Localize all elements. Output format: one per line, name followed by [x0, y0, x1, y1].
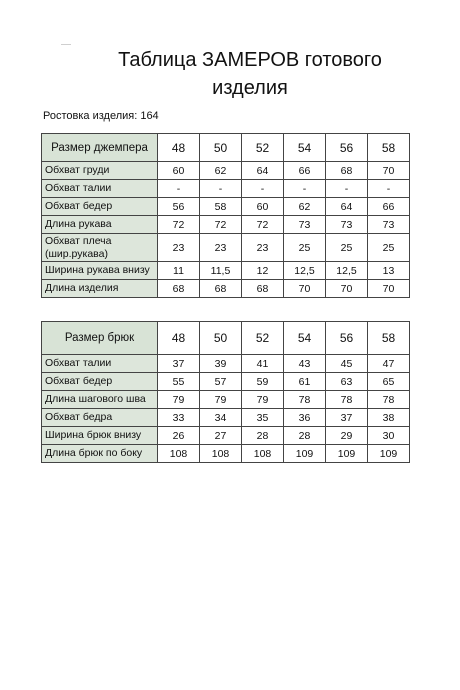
table-cell: 70 [326, 280, 368, 298]
table-row [42, 409, 410, 427]
pants-size-56: 56 [326, 322, 368, 355]
table-cell: 39 [200, 355, 242, 373]
pants-header-row [42, 322, 410, 355]
table-cell: 64 [242, 162, 284, 180]
pants-size-48: 48 [158, 322, 200, 355]
table-row [42, 162, 410, 180]
table-cell: - [368, 180, 410, 198]
table-cell: 12 [242, 262, 284, 280]
table-cell: 30 [368, 427, 410, 445]
row-label: Обхват бедер [42, 198, 158, 216]
table-cell: 73 [368, 216, 410, 234]
table-cell: 72 [242, 216, 284, 234]
table-cell: 73 [326, 216, 368, 234]
table-cell: 34 [200, 409, 242, 427]
table-cell: 68 [242, 280, 284, 298]
table-cell: 26 [158, 427, 200, 445]
table-cell: 79 [242, 391, 284, 409]
pants-size-54: 54 [284, 322, 326, 355]
table-cell: 37 [326, 409, 368, 427]
table-cell: 109 [326, 445, 368, 463]
row-label: Обхват талии [42, 355, 158, 373]
table-cell: 60 [158, 162, 200, 180]
page-title [60, 46, 440, 102]
height-note: Ростовка изделия: 164 [43, 110, 159, 122]
table-cell: - [242, 180, 284, 198]
page-title-line1: Таблица ЗАМЕРОВ готового [118, 49, 382, 71]
sweater-size-56: 56 [326, 134, 368, 162]
row-label: Ширина рукава внизу [42, 262, 158, 280]
table-cell: 13 [368, 262, 410, 280]
table-cell: 55 [158, 373, 200, 391]
table-cell: 70 [368, 162, 410, 180]
pants-size-50: 50 [200, 322, 242, 355]
table-row [42, 427, 410, 445]
table-cell: 68 [326, 162, 368, 180]
table-cell: 79 [158, 391, 200, 409]
table-cell: 33 [158, 409, 200, 427]
table-cell: 78 [326, 391, 368, 409]
table-row [42, 355, 410, 373]
table-cell: 70 [284, 280, 326, 298]
table-cell: 73 [284, 216, 326, 234]
table-cell: 109 [368, 445, 410, 463]
table-row [42, 391, 410, 409]
table-cell: 72 [158, 216, 200, 234]
row-label: Длина брюк по боку [42, 445, 158, 463]
table-cell: - [326, 180, 368, 198]
table-cell: 60 [242, 198, 284, 216]
table-cell: 72 [200, 216, 242, 234]
table-row [42, 280, 410, 298]
table-cell: 78 [284, 391, 326, 409]
table-cell: 68 [200, 280, 242, 298]
table-cell: 78 [368, 391, 410, 409]
table-cell: - [284, 180, 326, 198]
table-cell: 66 [284, 162, 326, 180]
row-label: Ширина брюк внизу [42, 427, 158, 445]
table-cell: 12,5 [284, 262, 326, 280]
table-cell: 62 [284, 198, 326, 216]
table-cell: 47 [368, 355, 410, 373]
table-cell: - [158, 180, 200, 198]
sweater-size-58: 58 [368, 134, 410, 162]
table-cell: 66 [368, 198, 410, 216]
table-row [42, 234, 410, 262]
sweater-header-row [42, 134, 410, 162]
table-cell: 61 [284, 373, 326, 391]
sweater-head-label: Размер джемпера [42, 134, 158, 162]
table-row [42, 373, 410, 391]
page-title-line2: изделия [212, 77, 288, 99]
table-cell: 43 [284, 355, 326, 373]
table-cell: 23 [200, 234, 242, 262]
row-label: Обхват бедер [42, 373, 158, 391]
row-label: Длина шагового шва [42, 391, 158, 409]
table-cell: 64 [326, 198, 368, 216]
row-label: Обхват талии [42, 180, 158, 198]
table-cell: 109 [284, 445, 326, 463]
corner-mark [61, 44, 71, 45]
table-cell: 25 [284, 234, 326, 262]
row-label: Длина изделия [42, 280, 158, 298]
table-cell: 28 [284, 427, 326, 445]
table-cell: 38 [368, 409, 410, 427]
table-cell: 23 [242, 234, 284, 262]
pants-head-label: Размер брюк [42, 322, 158, 355]
table-cell: 27 [200, 427, 242, 445]
sweater-size-50: 50 [200, 134, 242, 162]
table-cell: 23 [158, 234, 200, 262]
pants-size-table [41, 321, 410, 463]
table-cell: 63 [326, 373, 368, 391]
table-cell: 108 [242, 445, 284, 463]
table-cell: 108 [200, 445, 242, 463]
table-cell: 25 [368, 234, 410, 262]
table-row [42, 180, 410, 198]
table-row [42, 216, 410, 234]
table-cell: 59 [242, 373, 284, 391]
table-row [42, 262, 410, 280]
table-cell: 35 [242, 409, 284, 427]
table-cell: 62 [200, 162, 242, 180]
table-cell: 25 [326, 234, 368, 262]
table-cell: 108 [158, 445, 200, 463]
table-cell: 79 [200, 391, 242, 409]
table-cell: 37 [158, 355, 200, 373]
table-cell: 58 [200, 198, 242, 216]
table-row [42, 198, 410, 216]
row-label: Обхват плеча (шир.рукава) [42, 234, 158, 262]
table-cell: 36 [284, 409, 326, 427]
table-cell: 65 [368, 373, 410, 391]
sweater-size-52: 52 [242, 134, 284, 162]
pants-size-58: 58 [368, 322, 410, 355]
row-label: Длина рукава [42, 216, 158, 234]
table-cell: 12,5 [326, 262, 368, 280]
sweater-size-table [41, 133, 410, 298]
row-label: Обхват бедра [42, 409, 158, 427]
table-cell: 45 [326, 355, 368, 373]
table-cell: 68 [158, 280, 200, 298]
table-cell: 28 [242, 427, 284, 445]
table-cell: 70 [368, 280, 410, 298]
table-row [42, 445, 410, 463]
table-cell: 57 [200, 373, 242, 391]
sweater-size-48: 48 [158, 134, 200, 162]
pants-size-52: 52 [242, 322, 284, 355]
table-cell: - [200, 180, 242, 198]
table-cell: 11 [158, 262, 200, 280]
table-cell: 11,5 [200, 262, 242, 280]
table-cell: 56 [158, 198, 200, 216]
row-label: Обхват груди [42, 162, 158, 180]
table-cell: 41 [242, 355, 284, 373]
table-cell: 29 [326, 427, 368, 445]
sweater-size-54: 54 [284, 134, 326, 162]
